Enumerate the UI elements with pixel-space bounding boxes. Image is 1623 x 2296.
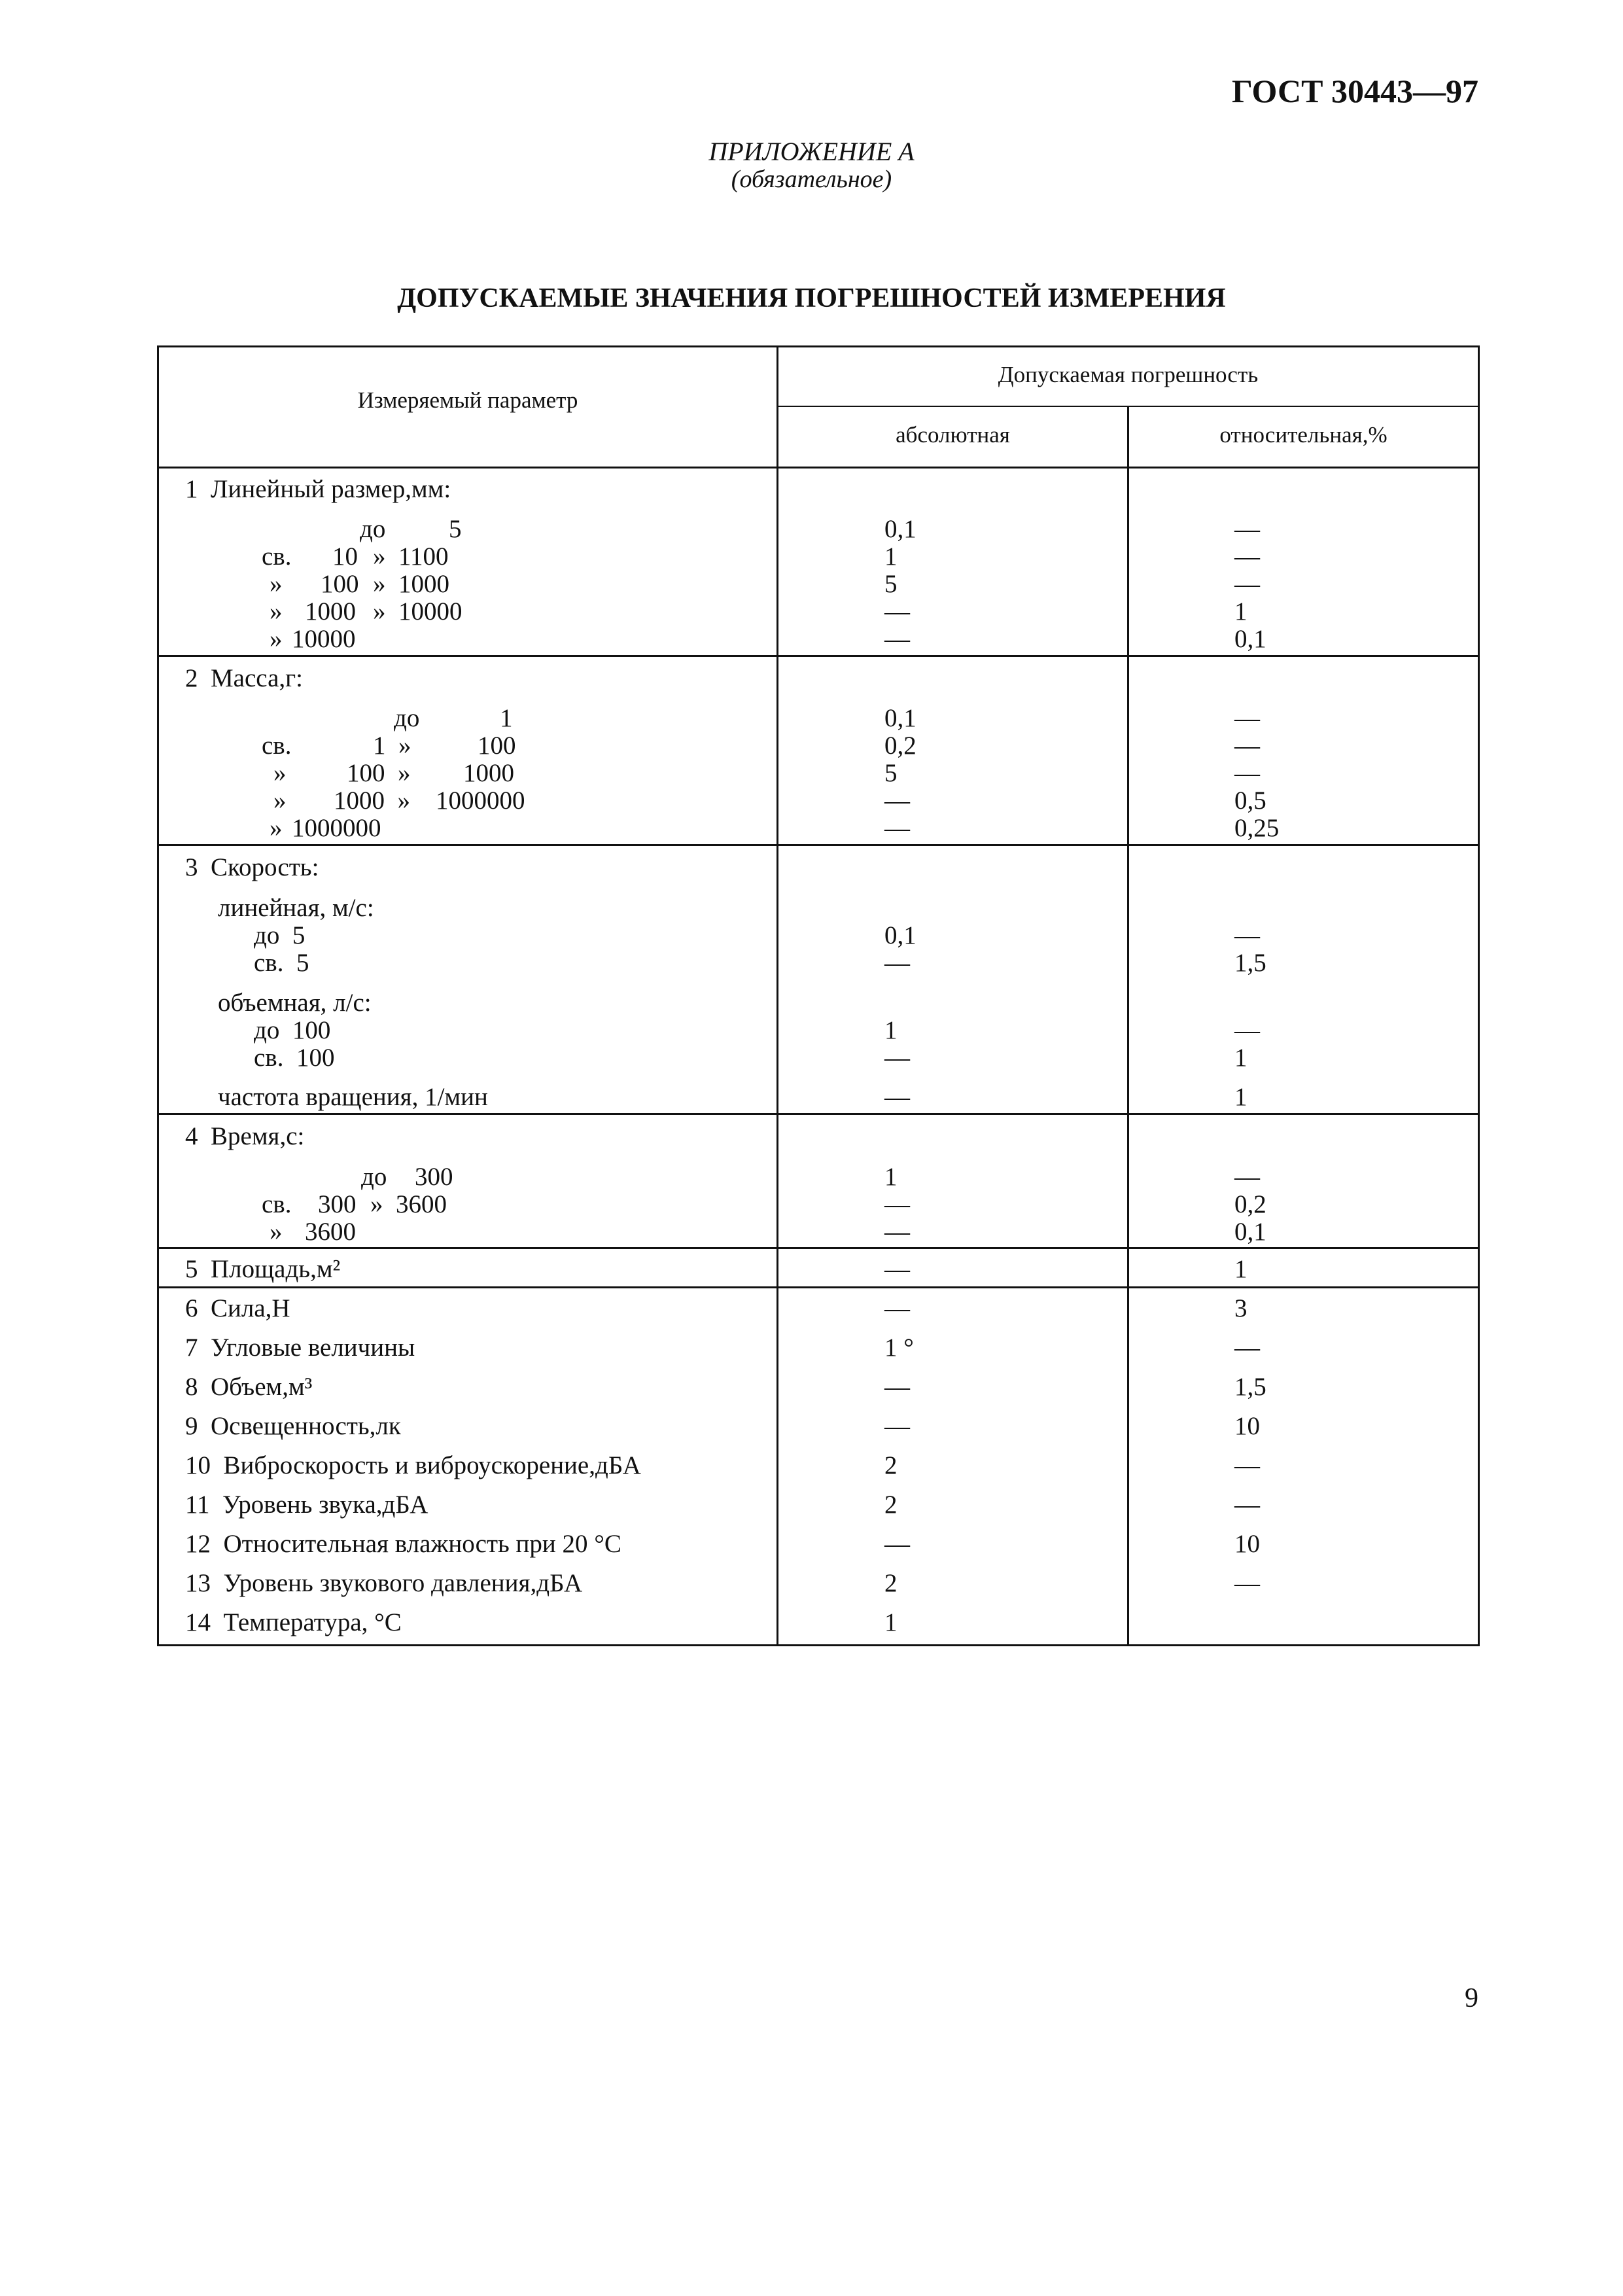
range-label: » bbox=[270, 597, 283, 626]
range-text: до 100 bbox=[254, 1016, 331, 1044]
range-value: 10 bbox=[332, 542, 358, 571]
section-title: 4 Время,с: bbox=[185, 1122, 305, 1150]
abs-value: 5 bbox=[884, 570, 898, 598]
table-border-right bbox=[1478, 345, 1480, 1646]
abs-value: 1 bbox=[884, 1608, 898, 1636]
rel-value: — bbox=[1234, 1163, 1260, 1191]
abs-value: — bbox=[884, 625, 910, 653]
rel-value: 1 bbox=[1234, 1255, 1248, 1283]
row-label: 6 Сила,Н bbox=[185, 1294, 290, 1322]
range-value: 3600 bbox=[305, 1218, 356, 1246]
rel-value: — bbox=[1234, 1491, 1260, 1519]
range-text: св. 100 bbox=[254, 1044, 335, 1072]
group-label: частота вращения, 1/мин bbox=[218, 1083, 488, 1111]
range-value: 300 bbox=[415, 1163, 453, 1191]
range-value: 100 bbox=[478, 732, 516, 760]
range-value: » 1000 bbox=[373, 570, 449, 598]
range-value: 1000000 bbox=[292, 814, 381, 842]
abs-value: — bbox=[884, 1083, 910, 1111]
range-value: 5 bbox=[449, 515, 462, 543]
column-divider-1 bbox=[777, 345, 778, 1646]
header-parameter: Измеряемый параметр bbox=[357, 387, 578, 413]
section-title: 5 Площадь,м² bbox=[185, 1255, 341, 1283]
abs-value: 1 bbox=[884, 1163, 898, 1191]
rel-value: 0,5 bbox=[1234, 786, 1266, 815]
row-label: 10 Виброскорость и виброускорение,дБА bbox=[185, 1451, 641, 1479]
abs-value: 2 bbox=[884, 1451, 898, 1479]
rel-value: — bbox=[1234, 1451, 1260, 1479]
row-label: 12 Относительная влажность при 20 °С bbox=[185, 1530, 621, 1558]
rel-value: — bbox=[1234, 1016, 1260, 1044]
table-border-top bbox=[157, 345, 1480, 347]
rel-value: 1 bbox=[1234, 1083, 1248, 1111]
rel-value: 1 bbox=[1234, 1044, 1248, 1072]
rel-value: 0,1 bbox=[1234, 1218, 1266, 1246]
rel-value: — bbox=[1234, 515, 1260, 543]
header-permissible-error: Допускаемая погрешность bbox=[998, 362, 1259, 387]
rel-value: 0,25 bbox=[1234, 814, 1280, 842]
range-value: » 1100 bbox=[373, 542, 449, 571]
range-label: » bbox=[270, 1218, 283, 1246]
range-value: 300 bbox=[318, 1190, 357, 1218]
range-label: » bbox=[273, 759, 287, 787]
abs-value: 1 ° bbox=[884, 1333, 914, 1362]
range-text: св. 5 bbox=[254, 949, 309, 977]
range-value: 100 » bbox=[347, 759, 411, 787]
range-label: до bbox=[361, 1163, 387, 1191]
rel-value: 1,5 bbox=[1234, 1373, 1266, 1401]
section-divider-3 bbox=[157, 1113, 1480, 1115]
row-label: 13 Уровень звукового давления,дБА bbox=[185, 1569, 583, 1597]
range-label: » bbox=[270, 570, 283, 598]
abs-value: — bbox=[884, 1044, 910, 1072]
abs-value: 2 bbox=[884, 1491, 898, 1519]
rel-value: — bbox=[1234, 542, 1260, 571]
abs-value: — bbox=[884, 1255, 910, 1283]
section-divider-5 bbox=[157, 1286, 1480, 1288]
range-value: » 3600 bbox=[370, 1190, 447, 1218]
range-text: до 5 bbox=[254, 921, 305, 949]
rel-value: — bbox=[1234, 1569, 1260, 1597]
abs-value: 0,2 bbox=[884, 732, 916, 760]
abs-value: 1 bbox=[884, 1016, 898, 1044]
range-label: » bbox=[270, 625, 283, 653]
range-value: 1000 » bbox=[334, 786, 410, 815]
rel-value: 10 bbox=[1234, 1530, 1260, 1558]
range-value: 1 » bbox=[373, 732, 411, 760]
header-relative: относительная,% bbox=[1219, 422, 1387, 448]
page-number: 9 bbox=[1465, 1983, 1478, 2013]
rel-value: 0,1 bbox=[1234, 625, 1266, 653]
abs-value: — bbox=[884, 786, 910, 815]
abs-value: — bbox=[884, 1218, 910, 1246]
table-border-left bbox=[157, 345, 159, 1646]
abs-value: 2 bbox=[884, 1569, 898, 1597]
header-subdivider bbox=[777, 406, 1480, 407]
rel-value: — bbox=[1234, 732, 1260, 760]
rel-value: 10 bbox=[1234, 1412, 1260, 1440]
abs-value: — bbox=[884, 1190, 910, 1218]
rel-value: — bbox=[1234, 759, 1260, 787]
rel-value: — bbox=[1234, 1333, 1260, 1362]
abs-value: — bbox=[884, 1530, 910, 1558]
group-label: линейная, м/с: bbox=[218, 894, 374, 922]
abs-value: — bbox=[884, 1294, 910, 1322]
abs-value: — bbox=[884, 814, 910, 842]
section-title: 3 Скорость: bbox=[185, 853, 319, 881]
header-bottom-line bbox=[157, 467, 1480, 468]
range-value: » 10000 bbox=[373, 597, 462, 626]
row-label: 14 Температура, °С bbox=[185, 1608, 402, 1636]
row-label: 7 Угловые величины bbox=[185, 1333, 415, 1362]
range-label: » bbox=[273, 786, 287, 815]
range-value: 10000 bbox=[292, 625, 356, 653]
header-absolute: абсолютная bbox=[896, 422, 1010, 448]
row-label: 11 Уровень звука,дБА bbox=[185, 1491, 428, 1519]
rel-value: 0,2 bbox=[1234, 1190, 1266, 1218]
row-label: 8 Объем,м³ bbox=[185, 1373, 313, 1401]
rel-value: 3 bbox=[1234, 1294, 1248, 1322]
rel-value: 1,5 bbox=[1234, 949, 1266, 977]
abs-value: 0,1 bbox=[884, 921, 916, 949]
section-title: 2 Масса,г: bbox=[185, 664, 303, 692]
appendix-status: (обязательное) bbox=[731, 166, 892, 193]
range-label: до bbox=[360, 515, 386, 543]
rel-value: 1 bbox=[1234, 597, 1248, 626]
range-value: 1000 bbox=[305, 597, 356, 626]
range-value: 1000000 bbox=[436, 786, 525, 815]
column-divider-2 bbox=[1127, 406, 1129, 1646]
rel-value: — bbox=[1234, 921, 1260, 949]
abs-value: 5 bbox=[884, 759, 898, 787]
rel-value: — bbox=[1234, 704, 1260, 732]
range-value: 1000 bbox=[463, 759, 514, 787]
abs-value: 0,1 bbox=[884, 515, 916, 543]
abs-value: 0,1 bbox=[884, 704, 916, 732]
rel-value: — bbox=[1234, 570, 1260, 598]
appendix-title: ПРИЛОЖЕНИЕ А bbox=[708, 137, 915, 166]
abs-value: — bbox=[884, 1412, 910, 1440]
range-label: » bbox=[270, 814, 283, 842]
range-value: 1 bbox=[500, 704, 513, 732]
section-divider-4 bbox=[157, 1247, 1480, 1249]
section-divider-1 bbox=[157, 655, 1480, 657]
abs-value: — bbox=[884, 597, 910, 626]
row-label: 9 Освещенность,лк bbox=[185, 1412, 401, 1440]
range-label: до bbox=[394, 704, 420, 732]
range-value: 100 bbox=[321, 570, 359, 598]
table-border-bottom bbox=[157, 1644, 1480, 1646]
table-title: ДОПУСКАЕМЫЕ ЗНАЧЕНИЯ ПОГРЕШНОСТЕЙ ИЗМЕРЕНИЯ bbox=[397, 283, 1226, 313]
range-label: св. bbox=[262, 1190, 292, 1218]
document-code: ГОСТ 30443—97 bbox=[1231, 73, 1478, 109]
section-title: 1 Линейный размер,мм: bbox=[185, 475, 451, 503]
group-label: объемная, л/с: bbox=[218, 989, 372, 1017]
section-divider-2 bbox=[157, 844, 1480, 846]
abs-value: — bbox=[884, 949, 910, 977]
abs-value: 1 bbox=[884, 542, 898, 571]
range-label: св. bbox=[262, 732, 292, 760]
range-label: св. bbox=[262, 542, 292, 571]
abs-value: — bbox=[884, 1373, 910, 1401]
